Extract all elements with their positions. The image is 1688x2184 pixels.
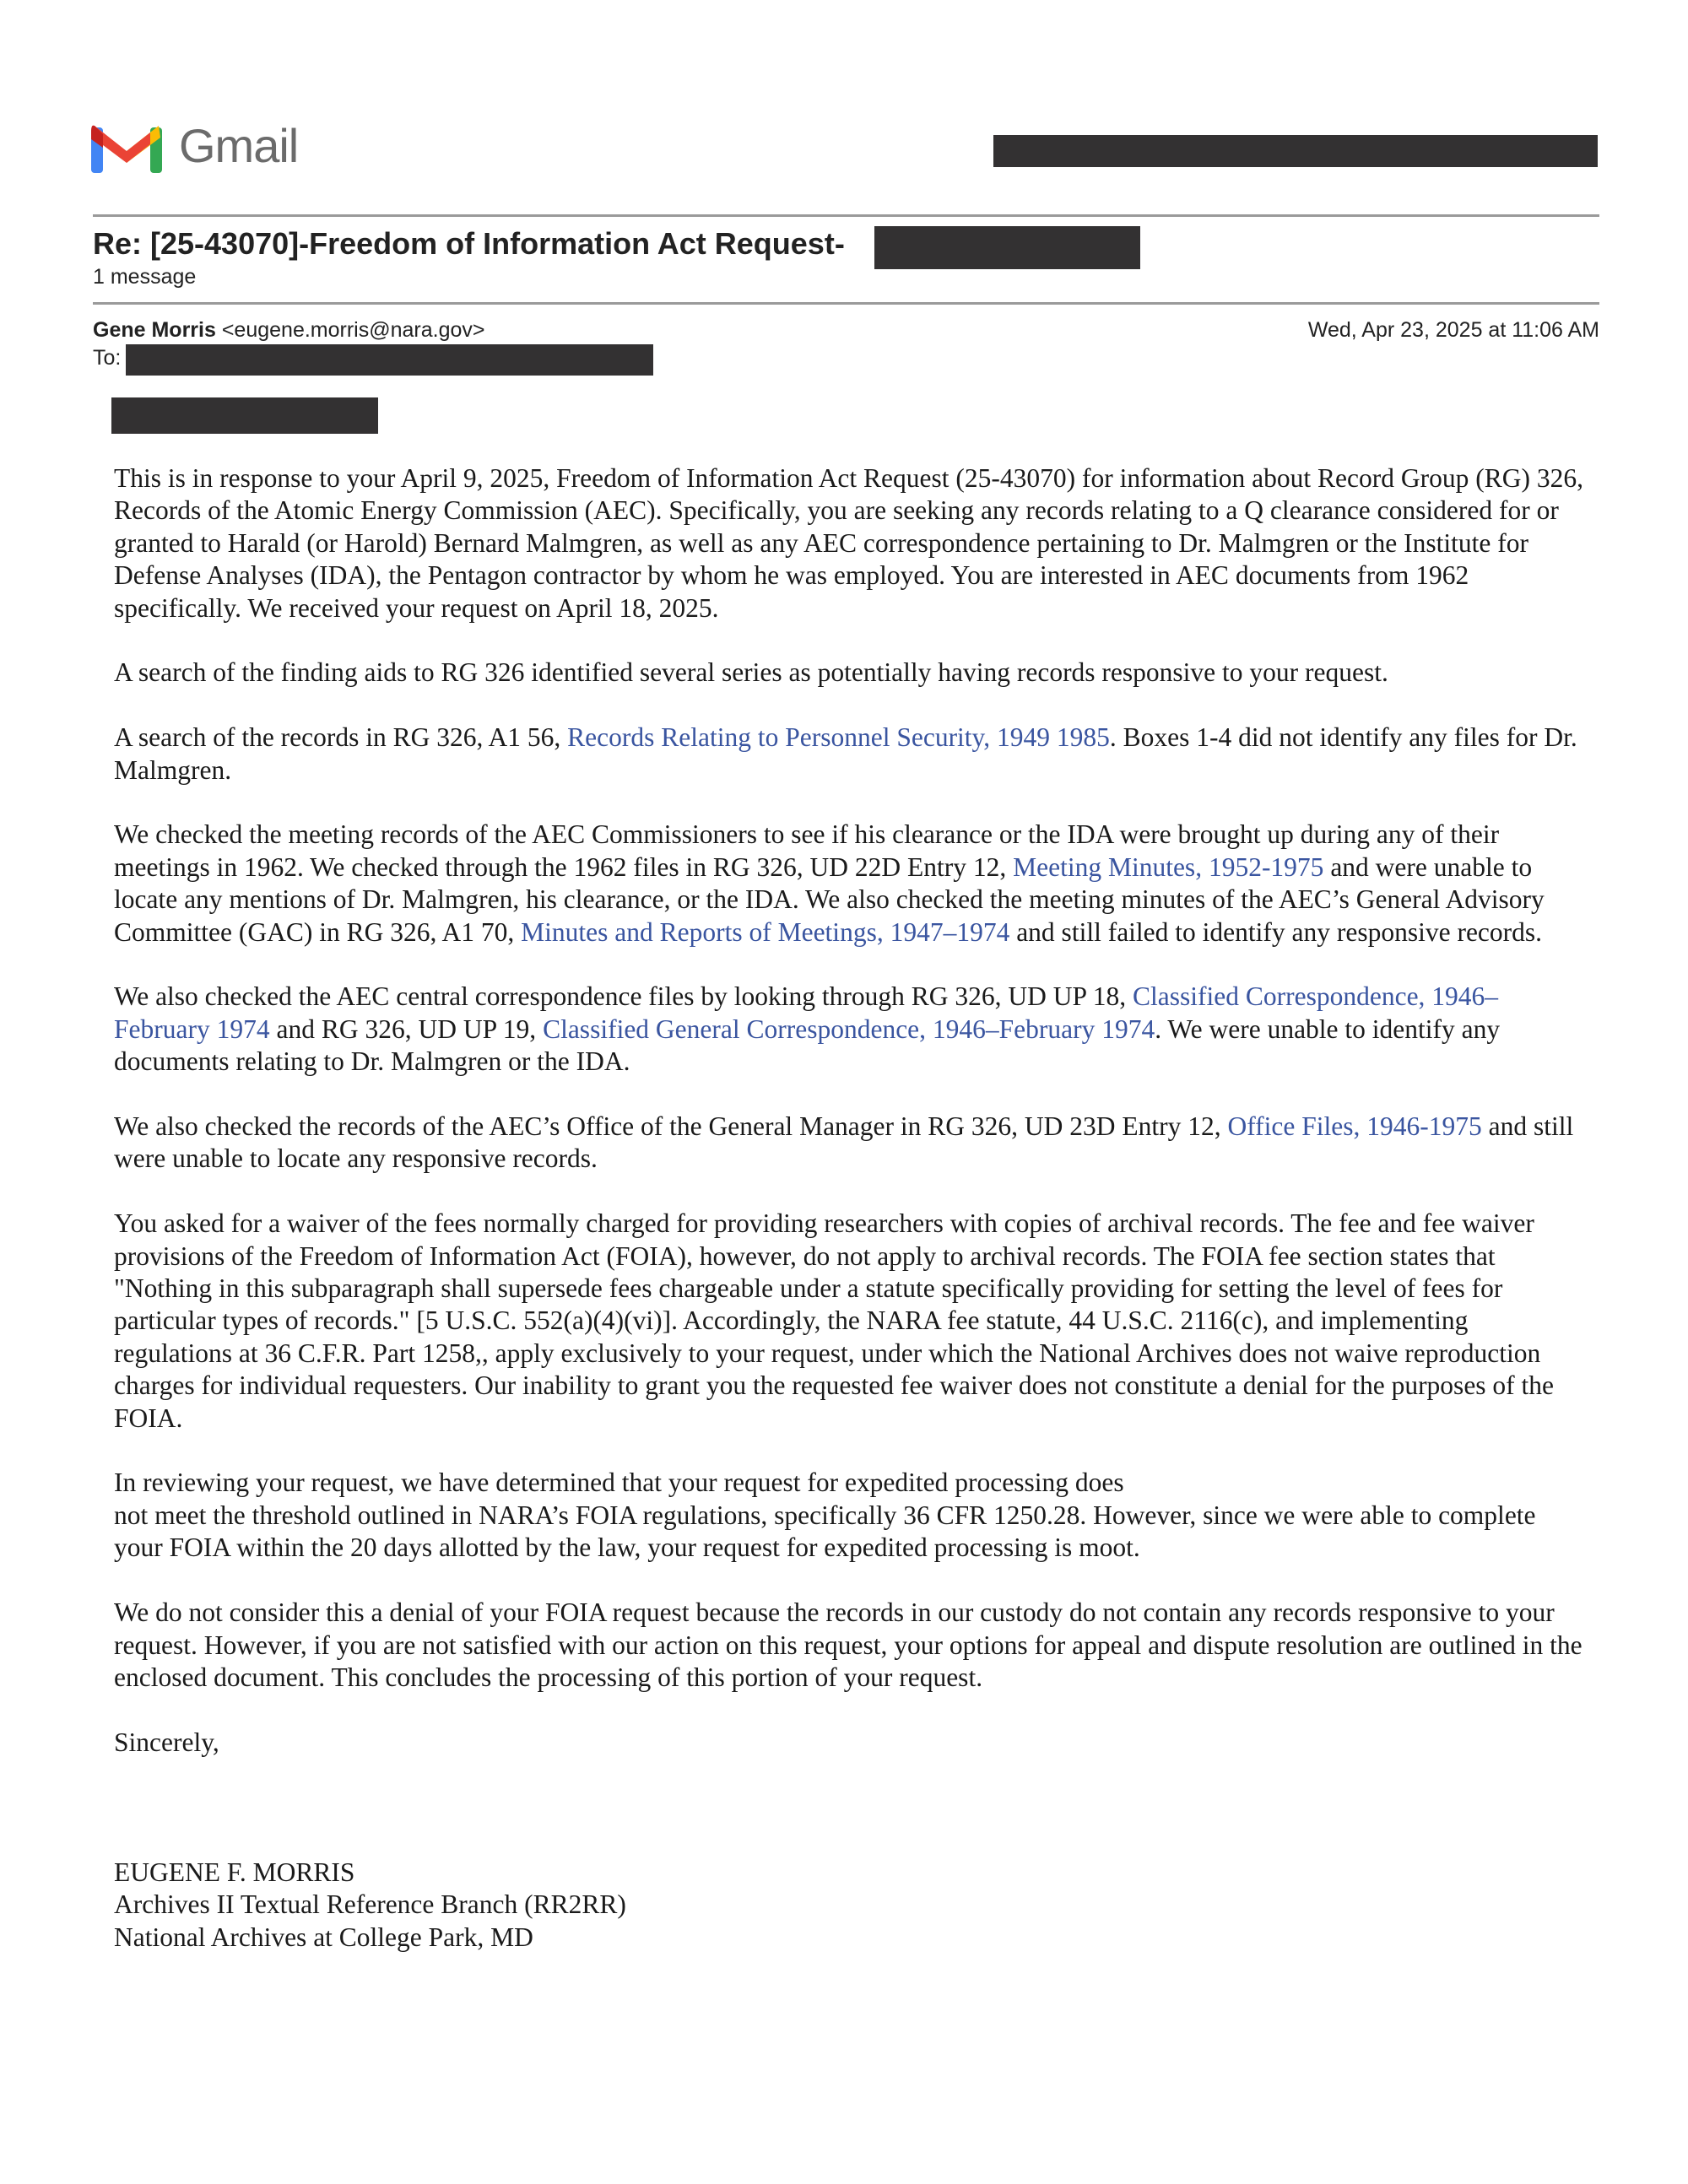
body-paragraph xyxy=(114,1467,1587,1564)
body-paragraph xyxy=(114,657,1587,689)
gmail-wordmark: Gmail xyxy=(179,119,299,172)
series-link[interactable]: Meeting Minutes, 1952-1975 xyxy=(1013,851,1324,882)
paragraph-text: In reviewing your request, we have determined that your request for expedited processing does not meet the threshold outlined in NARA’s FOIA regulations, specifically 36 CFR 1250.28. However, since we were able to complete your FOIA within the 20 days allotted by the law, your request for expedited processing is moot. xyxy=(114,1468,1536,1563)
series-link[interactable]: Records Relating to Personnel Security, 1949 1985 xyxy=(567,722,1110,753)
gmail-logo xyxy=(91,118,298,173)
series-link[interactable]: Classified General Correspondence, 1946–February 1974 xyxy=(543,1014,1155,1044)
paragraph-text: We also checked the AEC central correspondence files by looking through RG 326, UD UP 18, xyxy=(114,981,1133,1012)
email-date: Wed, Apr 23, 2025 at 11:06 AM xyxy=(1307,318,1599,342)
paragraph-text: . We were unable to identify any documents relating to Dr. Malmgren or the IDA. xyxy=(114,1014,1501,1077)
paragraph-text: and were unable to locate any mentions of Dr. Malmgren, his clearance, or the IDA. We also checked the meeting minutes of the AEC’s General Advisory Committee (GAC) in RG 326, A1 70, xyxy=(114,851,1545,947)
message-count: 1 message xyxy=(93,265,197,289)
email-body xyxy=(114,462,1587,1792)
paragraph-text: We do not consider this a denial of your FOIA request because the records in our custody do not contain any records responsive to your request. However, if you are not satisfied with our action on this request, your options for appeal and dispute resolution are outlined in the enclosed document. This concludes the processing of this portion of your request. xyxy=(114,1597,1582,1692)
signature-name: EUGENE F. MORRIS xyxy=(114,1857,355,1887)
signature-branch: Archives II Textual Reference Branch (RR2RR) xyxy=(114,1889,626,1920)
paragraph-text: Sincerely, xyxy=(114,1727,219,1757)
body-paragraph xyxy=(114,1597,1587,1694)
redacted-account xyxy=(993,135,1598,167)
series-link[interactable]: Office Files, 1946-1975 xyxy=(1227,1111,1482,1142)
paragraph-text: We also checked the records of the AEC’s Office of the General Manager in RG 326, UD 23D Entry 12, xyxy=(114,1111,1228,1142)
paragraph-text: . Boxes 1-4 did not identify any files for Dr. Malmgren. xyxy=(114,722,1577,785)
paragraph-text: and RG 326, UD UP 19, xyxy=(269,1014,544,1044)
redacted-salutation xyxy=(111,397,378,434)
to-label: To: xyxy=(93,346,122,370)
sender-name: Gene Morris xyxy=(93,318,216,342)
body-paragraph xyxy=(114,1111,1587,1176)
body-paragraph xyxy=(114,1727,1587,1759)
body-paragraph xyxy=(114,981,1587,1078)
divider xyxy=(93,214,1599,217)
series-link[interactable]: Classified Correspondence, 1946–February 1974 xyxy=(114,981,1499,1044)
email-subject: Re: [25-43070]-Freedom of Information Act Request- xyxy=(93,226,845,261)
redacted-recipient xyxy=(126,344,653,376)
body-paragraph xyxy=(114,722,1587,787)
paragraph-text: This is in response to your April 9, 2025, Freedom of Information Act Request (25-43070) for information about Record Group (RG) 326, Records of the Atomic Energy Commission (AEC). Specifically, you are seeking any records relating to a Q clearance considered for or granted to Harald (or Harold) Bernard Malmgren, as well as any AEC correspondence pertaining to Dr. Malmgren or the Institute for Defense Analyses (IDA), the Pentagon contractor by whom he was employed. You are interested in AEC documents from 1962 specifically. We received your request on April 18, 2025. xyxy=(114,463,1583,623)
paragraph-text: A search of the records in RG 326, A1 56, xyxy=(114,722,568,753)
series-link[interactable]: Minutes and Reports of Meetings, 1947–1974 xyxy=(521,916,1010,947)
divider xyxy=(93,302,1599,305)
sender-email: <eugene.morris@nara.gov> xyxy=(221,318,485,342)
body-paragraph xyxy=(114,462,1587,624)
body-paragraph xyxy=(114,819,1587,949)
redacted-subject xyxy=(874,226,1140,269)
paragraph-text: A search of the finding aids to RG 326 identified several series as potentially having records responsive to your request. xyxy=(114,657,1388,688)
signature-location: National Archives at College Park, MD xyxy=(114,1922,533,1952)
paragraph-text: and still failed to identify any responsive records. xyxy=(1009,916,1543,947)
paragraph-text: You asked for a waiver of the fees normally charged for providing researchers with copies of archival records. The fee and fee waiver provisions of the Freedom of Information Act (FOIA), however, do not apply to archival records. The FOIA fee section states that "Nothing in this subparagraph shall supersede fees chargeable under a statute specifically providing for setting the level of fees for particular types of records." [5 U.S.C. 552(a)(4)(vi)]. Accordingly, the NARA fee statute, 44 U.S.C. 2116(c), and implementing regulations at 36 C.F.R. Part 1258,, apply exclusively to your request, under which the National Archives does not waive reproduction charges for individual requesters. Our inability to grant you the requested fee waiver does not constitute a denial for the purposes of the FOIA. xyxy=(114,1208,1555,1433)
gmail-m-icon xyxy=(91,119,162,173)
sender[interactable] xyxy=(93,318,485,343)
paragraph-text: We checked the meeting records of the AEC Commissioners to see if his clearance or the IDA were brought up during any of their meetings in 1962. We checked through the 1962 files in RG 326, UD 22D Entry 12, xyxy=(114,819,1500,882)
signature xyxy=(114,1857,626,1954)
body-paragraph xyxy=(114,1208,1587,1435)
paragraph-text: and still were unable to locate any responsive records. xyxy=(114,1111,1574,1174)
